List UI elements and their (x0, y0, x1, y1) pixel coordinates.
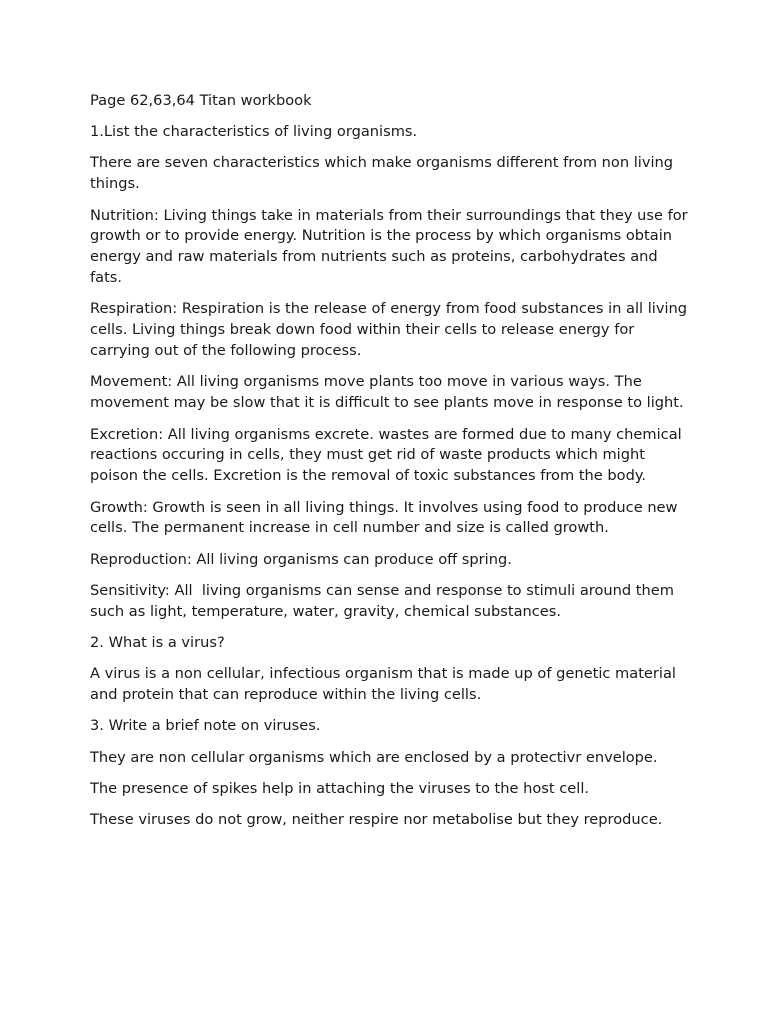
virus-definition-paragraph: A virus is a non cellular, infectious organism that is made up of genetic material and protein that can reproduce within the living cells. (90, 665, 681, 704)
virus-note-paragraph-3: These viruses do not grow, neither respire nor metabolise but they reproduce. (90, 810, 663, 828)
virus-note-paragraph-1: They are non cellular organisms which are enclosed by a protectivr envelope. (90, 748, 658, 766)
question-1: 1.List the characteristics of living organisms. (90, 123, 418, 141)
intro-paragraph: There are seven characteristics which make organisms different from non living things. (90, 154, 678, 193)
question-3: 3. Write a brief note on viruses. (90, 717, 321, 735)
virus-note-paragraph-2: The presence of spikes help in attaching the viruses to the host cell. (90, 779, 590, 797)
excretion-paragraph: Excretion: All living organisms excrete. wastes are formed due to many chemical reactions occuring in cells, they must get rid of waste products which might poison the cells. Excretion is the removal of toxic substances from the body. (90, 425, 687, 485)
document-page (90, 91, 693, 841)
sensitivity-paragraph: Sensitivity: All living organisms can sense and response to stimuli around them such as light, temperature, water, gravity, chemical substances. (90, 581, 679, 620)
respiration-paragraph: Respiration: Respiration is the release of energy from food substances in all living cells. Living things break down food within their cells to release energy for carrying out of the following process. (90, 300, 692, 360)
nutrition-paragraph: Nutrition: Living things take in materials from their surroundings that they use for growth or to provide energy. Nutrition is the process by which organisms obtain energy and raw materials from nutrients such as proteins, carbohydrates and fats. (90, 206, 693, 287)
movement-paragraph: Movement: All living organisms move plants too move in various ways. The movement may be slow that it is difficult to see plants move in response to light. (90, 373, 684, 412)
growth-paragraph: Growth: Growth is seen in all living things. It involves using food to produce new cells. The permanent increase in cell number and size is called growth. (90, 498, 683, 537)
reproduction-paragraph: Reproduction: All living organisms can produce off spring. (90, 550, 512, 568)
question-2: 2. What is a virus? (90, 634, 225, 651)
page-reference: Page 62,63,64 Titan workbook (90, 92, 312, 109)
